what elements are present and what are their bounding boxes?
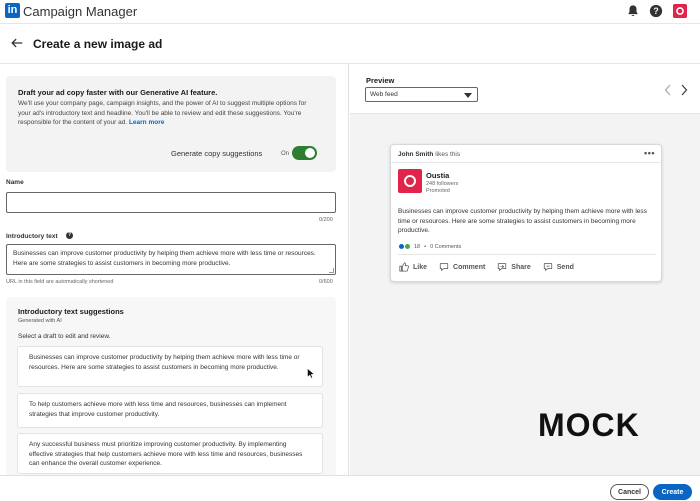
- generate-copy-label: Generate copy suggestions: [171, 149, 263, 158]
- app-title[interactable]: Campaign Manager: [23, 4, 138, 19]
- bell-icon[interactable]: [626, 4, 640, 18]
- page-header: [0, 23, 700, 64]
- intro-text-input[interactable]: [6, 244, 336, 275]
- thumbs-up-icon: [399, 262, 409, 272]
- toggle-knob: [305, 148, 315, 158]
- separator-dot: •: [424, 243, 427, 250]
- more-options-icon[interactable]: •••: [644, 148, 655, 158]
- create-button[interactable]: Create: [653, 484, 692, 500]
- post-social-header: [391, 145, 663, 163]
- preview-toolbar: [350, 64, 700, 114]
- send-button[interactable]: [543, 262, 574, 272]
- ai-feature-card: [6, 76, 336, 172]
- info-help-icon[interactable]: ?: [67, 232, 72, 238]
- feed-post-preview: [390, 144, 662, 282]
- preview-label: Preview: [366, 76, 395, 85]
- send-label: Send: [556, 263, 574, 271]
- comments-count[interactable]: 0 Comments: [430, 243, 462, 250]
- comment-icon: [439, 262, 449, 272]
- name-label: Name: [6, 179, 24, 186]
- ad-form-panel: [0, 64, 349, 475]
- comment-label: Comment: [453, 263, 486, 271]
- generate-copy-toggle[interactable]: [292, 146, 317, 160]
- intro-counter: 0/600: [319, 279, 333, 285]
- suggestions-card: [6, 297, 336, 475]
- reaction-count: 18: [414, 243, 421, 250]
- post-actions: [399, 262, 659, 272]
- intro-text-label: Introductory text: [6, 233, 58, 240]
- followers-count: 248 followers: [426, 181, 459, 187]
- mouse-cursor-icon: [307, 368, 315, 379]
- svg-text:?: ?: [653, 6, 659, 17]
- chevron-right-icon[interactable]: [680, 84, 688, 96]
- ai-card-description: [18, 99, 318, 128]
- bottom-action-bar: [0, 475, 700, 501]
- post-body-text: Businesses can improve customer productivity by helping them achieve more with less time or resources. Here are some strategies to assist customers in becoming more productive.: [398, 208, 647, 234]
- url-note: URL in this field are automatically shortened: [6, 279, 114, 285]
- liker-name[interactable]: John Smith: [398, 151, 434, 158]
- suggestions-title: Introductory text suggestions: [18, 307, 124, 316]
- draft-option[interactable]: Businesses can improve customer productivity by helping them achieve more with less time or resources. Here are some strategies to assist customers in becoming more productive.: [17, 346, 323, 387]
- name-input[interactable]: [6, 192, 336, 213]
- ai-card-title: Draft your ad copy faster with our Generative AI feature.: [18, 88, 218, 97]
- suggestions-instruction: Select a draft to edit and review.: [18, 333, 111, 340]
- cancel-button[interactable]: Cancel: [610, 484, 649, 500]
- chevron-left-icon[interactable]: [664, 84, 672, 96]
- like-label: Like: [413, 263, 428, 271]
- draft-option[interactable]: Any successful business must prioritize improving customer productivity. By implementing effective strategies that help customers achieve more with less time and resources, businesses can enhance the overall customer experience.: [17, 433, 323, 474]
- preview-format-value: Web feed: [370, 91, 398, 98]
- send-icon: [543, 262, 553, 272]
- back-arrow-icon[interactable]: [10, 36, 24, 50]
- like-button[interactable]: [399, 262, 427, 272]
- mock-watermark: MOCK: [538, 407, 640, 443]
- suggestions-subtitle: Generated with AI: [18, 318, 62, 324]
- intro-text-value: Businesses can improve customer productivity by helping them achieve more with less time or resources. Here are some strategies to assist customers in becoming more productive.: [13, 250, 316, 267]
- reactions-summary[interactable]: [398, 243, 461, 250]
- linkedin-logo-icon[interactable]: in: [5, 3, 20, 18]
- promoted-label: Promoted: [426, 188, 450, 194]
- likes-text: [398, 151, 460, 158]
- comment-button[interactable]: [439, 262, 485, 272]
- preview-panel: [350, 64, 700, 475]
- company-logo-icon[interactable]: [398, 169, 422, 193]
- name-counter: 0/200: [319, 217, 333, 223]
- divider: [398, 254, 656, 255]
- help-icon[interactable]: [649, 4, 663, 18]
- company-name[interactable]: Oustia: [426, 171, 450, 180]
- resize-handle-icon[interactable]: [329, 268, 334, 273]
- share-button[interactable]: [497, 262, 530, 272]
- page-title: Create a new image ad: [33, 37, 163, 51]
- toggle-state-label: On: [281, 151, 290, 157]
- caret-down-icon: [464, 93, 472, 98]
- share-icon: [497, 262, 507, 272]
- draft-option[interactable]: To help customers achieve more with less time and resources, businesses can implement strategies that improve customer productivity.: [17, 393, 323, 428]
- share-label: Share: [511, 263, 531, 271]
- celebrate-reaction-icon: [404, 243, 411, 250]
- ai-card-description-text: We'll use your company page, campaign insights, and the power of AI to suggest multiple options for your ad's introductory text and headline. You'll be able to review and edit these suggestions. You're responsible for the content of your ad.: [18, 100, 307, 126]
- preview-format-select[interactable]: [365, 87, 478, 102]
- top-bar: [0, 0, 700, 23]
- account-avatar-icon[interactable]: [673, 4, 687, 18]
- learn-more-link[interactable]: Learn more: [128, 119, 165, 126]
- likes-suffix: likes this: [435, 151, 461, 158]
